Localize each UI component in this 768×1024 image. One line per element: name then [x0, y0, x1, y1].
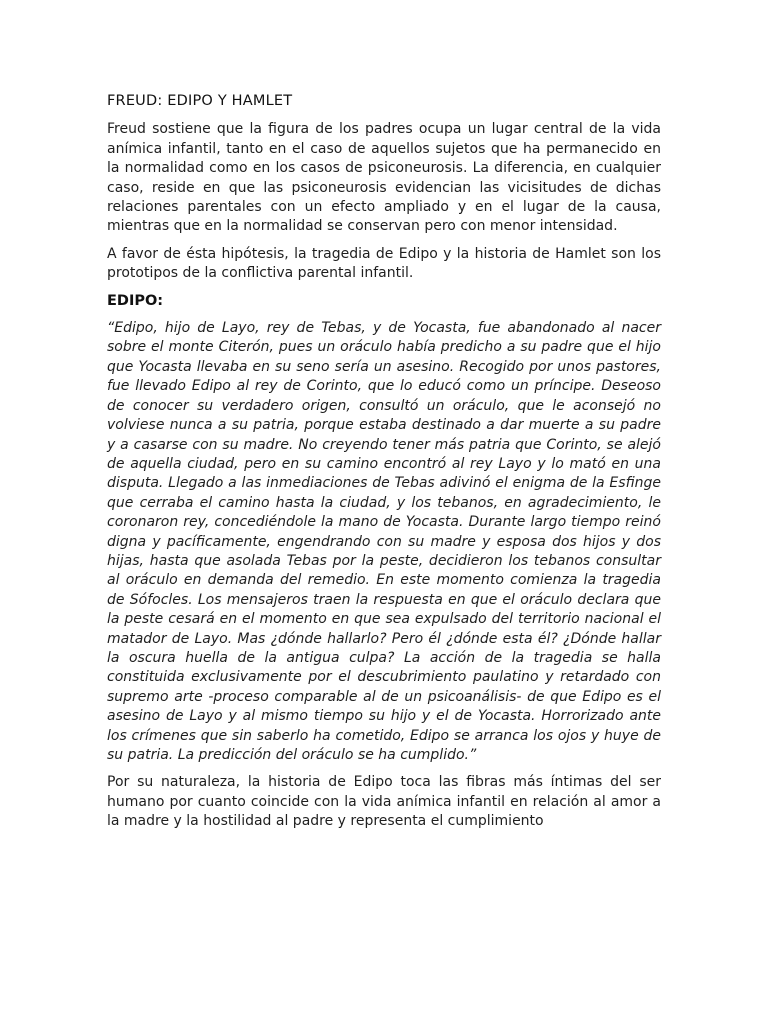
paragraph-nature: Por su naturaleza, la historia de Edipo toca las fibras más íntimas del ser humano por cuanto coincide con la vida anímica infantil en relación al amor a la madre y la hostilidad al padre y representa el cumplimiento [107, 774, 661, 830]
paragraph-intro: Freud sostiene que la figura de los padres ocupa un lugar central de la vida anímica infantil, tanto en el caso de aquellos sujetos que ha permanecido en la normalidad como en los casos de psiconeurosis. La diferencia, en cualquier caso, reside en que las psiconeurosis evidencian las vicisitudes de dichas relaciones parentales con un efecto ampliado y en el lugar de la causa, mientras que en la normalidad se conservan pero con menor intensidad. [107, 121, 661, 235]
section-heading-edipo: EDIPO: [107, 292, 164, 309]
document-title: FREUD: EDIPO Y HAMLET [107, 93, 293, 109]
document-page [107, 92, 661, 840]
paragraph-hypothesis: A favor de ésta hipótesis, la tragedia de Edipo y la historia de Hamlet son los prototipos de la conflictiva parental infantil. [107, 245, 661, 282]
quote-edipo-story: “Edipo, hijo de Layo, rey de Tebas, y de Yocasta, fue abandonado al nacer sobre el monte Citerón, pues un oráculo había predicho a su padre que el hijo que Yocasta llevaba en su seno sería un asesino. Recogido por unos pastores, fue llevado Edipo al rey de Corinto, que lo educó como un príncipe. Deseoso de conocer su verdadero origen, consultó un oráculo, que le aconsejó no volviese nunca a su patria, porque estaba destinado a dar muerte a su padre y a casarse con su madre. No creyendo tener más patria que Corinto, se alejó de aquella ciudad, pero en su camino encontró al rey Layo y lo mató en una disputa. Llegado a las inmediaciones de Tebas adivinó el enigma de la Esfinge que cerraba el camino hasta la ciudad, y los tebanos, en agradecimiento, le coronaron rey, concediéndole la mano de Yocasta. Durante largo tiempo reinó digna y pacíficamente, engendrando con su madre y esposa dos hijos y dos hijas, hasta que asolada Tebas por la peste, decidieron los tebanos consultar al oráculo en demanda del remedio. En este momento comienza la tragedia de Sófocles. Los mensajeros traen la respuesta en que el oráculo declara que la peste cesará en el momento en que sea expulsado del territorio nacional el matador de Layo. Mas ¿dónde hallarlo? Pero él ¿dónde esta él? ¿Dónde hallar la oscura huella de la antigua culpa? La acción de la tragedia se halla constituida exclusivamente por el descubrimiento paulatino y retardado con supremo arte -proceso comparable al de un psicoanálisis- de que Edipo es el asesino de Layo y al mismo tiempo su hijo y el de Yocasta. Horrorizado ante los crímenes que sin saberlo ha cometido, Edipo se arranca los ojos y huye de su patria. La predicción del oráculo se ha cumplido.” [107, 320, 661, 763]
